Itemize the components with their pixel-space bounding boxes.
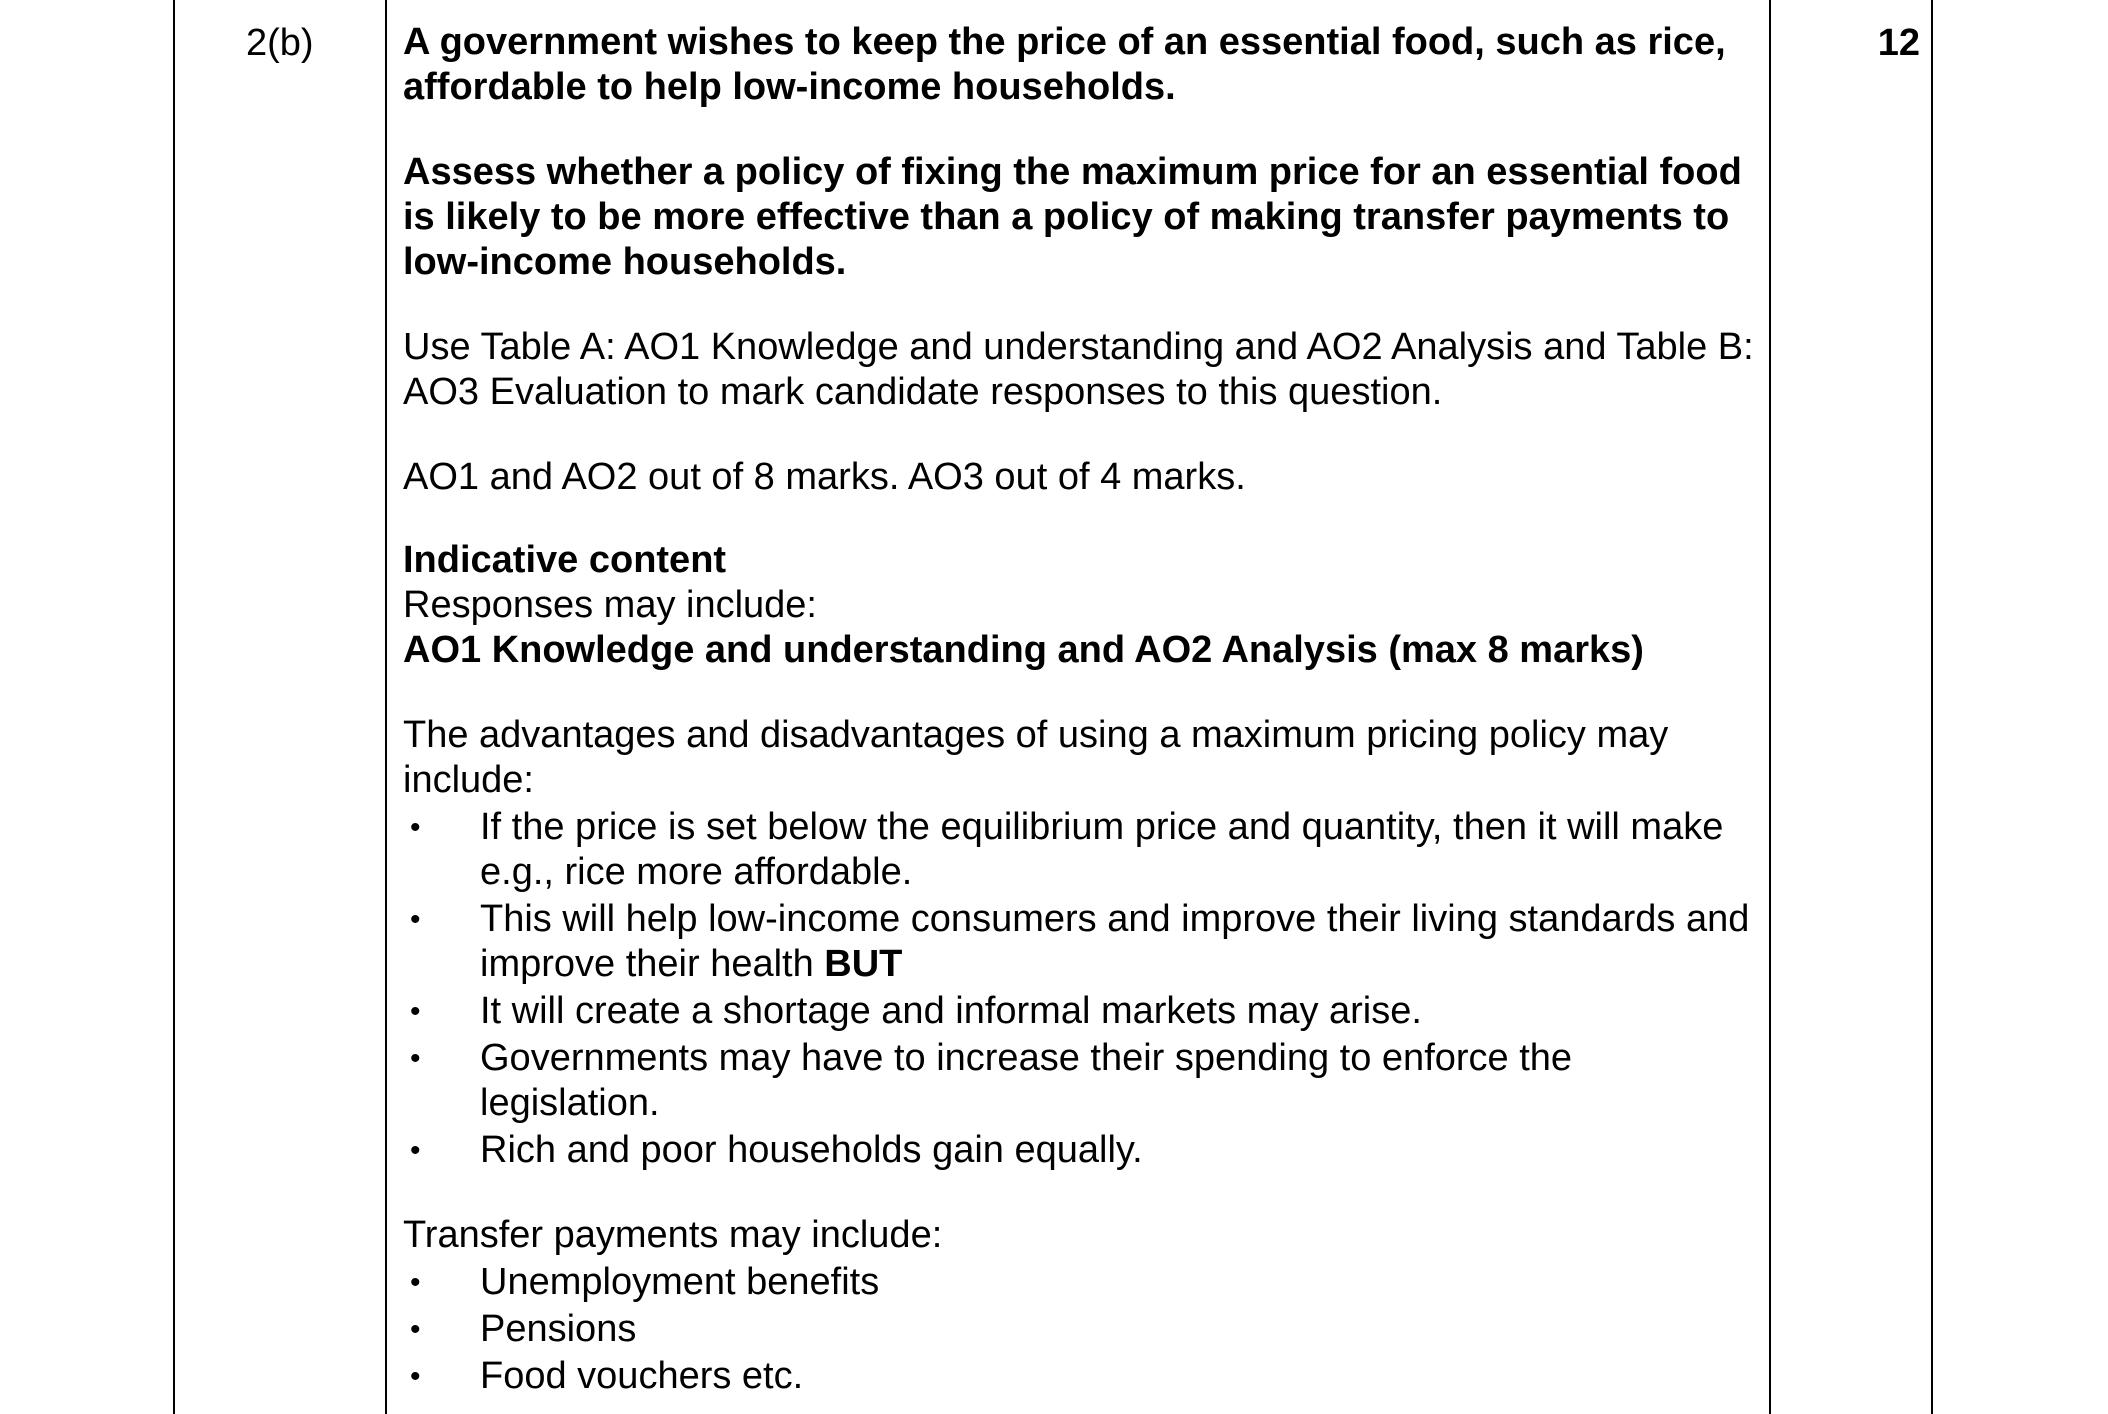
max-price-list (403, 805, 1758, 1173)
indicative-subheading: AO1 Knowledge and understanding and AO2 Analysis (max 8 marks) (403, 629, 1644, 671)
max-price-intro: The advantages and disadvantages of using a maximum pricing policy may include: (403, 714, 1669, 801)
bullet-icon: • (410, 1134, 421, 1167)
transfer-intro: Transfer payments may include: (403, 1214, 943, 1256)
bullet-icon: • (410, 995, 421, 1028)
list-item: • Unemployment benefits (410, 1261, 880, 1303)
list-item: • Food vouchers etc. (410, 1355, 804, 1397)
guidance-tables: Use Table A: AO1 Knowledge and understanding and AO2 Analysis and Table B: AO3 Evaluation to mark candidate responses to this question. (403, 326, 1754, 413)
table-left-border (173, 0, 175, 1414)
bullet-icon: • (410, 903, 421, 936)
bullet-icon: • (410, 1266, 421, 1299)
transfer-list (403, 1260, 1758, 1399)
emphasis-but: BUT (824, 943, 903, 985)
list-item: • If the price is set below the equilibrium price and quantity, then it will make e.g., rice more affordable. (410, 806, 1724, 893)
bullet-icon: • (410, 1042, 421, 1075)
question-marks (1770, 20, 1920, 66)
list-item: • Governments may have to increase their spending to enforce the legislation. (410, 1037, 1573, 1124)
question-prompt-2: Assess whether a policy of fixing the maximum price for an essential food is likely to be more effective than a policy of making transfer payments to low-income households. (403, 151, 1742, 283)
guidance-mark-split: AO1 and AO2 out of 8 marks. AO3 out of 4 marks. (403, 456, 1246, 498)
list-item: • Pensions (410, 1308, 637, 1350)
indicative-intro: Responses may include: (403, 584, 817, 626)
marks-value: 12 (1877, 22, 1920, 64)
bullet-icon: • (410, 1313, 421, 1346)
indicative-heading: Indicative content (403, 539, 727, 581)
question-prompt-1: A government wishes to keep the price of an essential food, such as rice, affordable to help low-income households. (403, 21, 1726, 108)
bullet-icon: • (410, 811, 421, 844)
column-divider-answer (1769, 0, 1771, 1414)
answer-content (403, 20, 1758, 1399)
column-divider-question (385, 0, 387, 1414)
list-item: • It will create a shortage and informal markets may arise. (410, 990, 1422, 1032)
question-number: 2(b) (246, 22, 314, 64)
list-item: • Rich and poor households gain equally. (410, 1129, 1143, 1171)
list-item: • This will help low-income consumers and improve their living standards and improve their health BUT (410, 898, 1750, 985)
bullet-icon: • (410, 1360, 421, 1393)
table-right-border (1931, 0, 1933, 1414)
